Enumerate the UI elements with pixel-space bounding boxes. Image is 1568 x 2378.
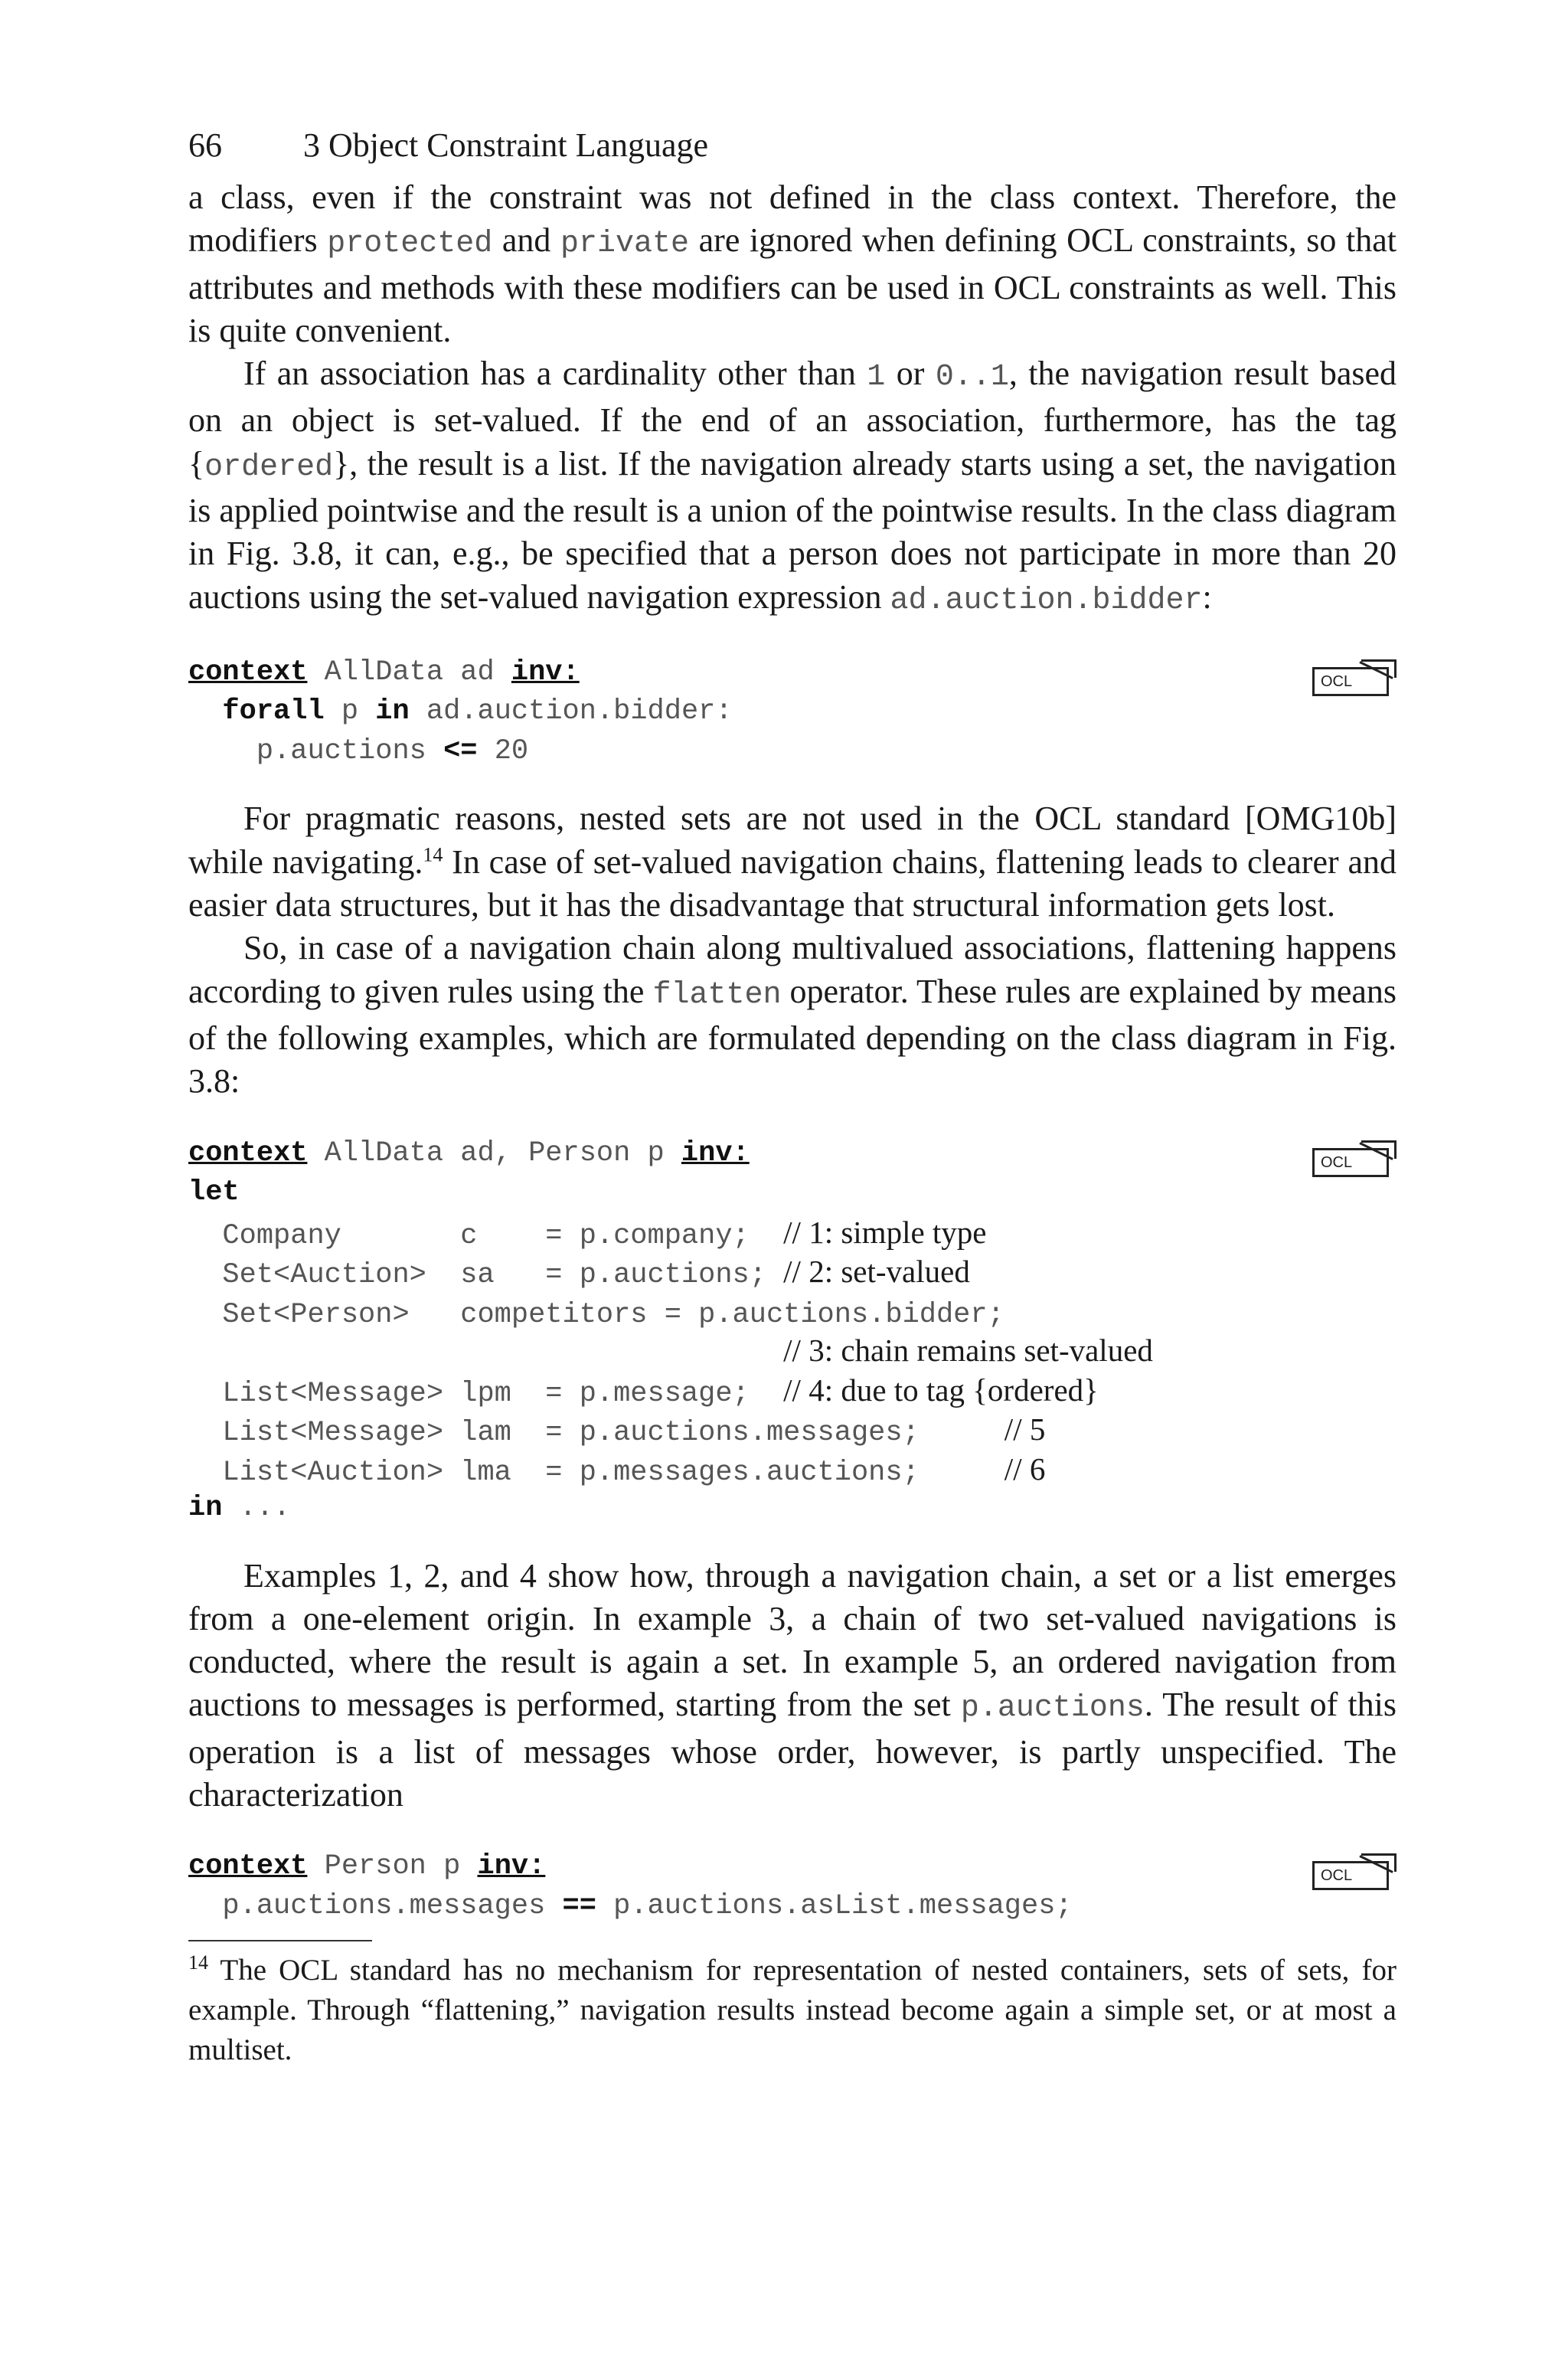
footnote: $^{14}$ The OCL standard has no mechanism for representation of nested containers, sets of sets, for example. Through “flattening,” navigation results instead become again a simple set, or at most a multiset. [188, 1951, 1396, 2067]
footnote-number: 14 [188, 1951, 208, 1974]
ocl-icon: OCL [1312, 1853, 1396, 1892]
body-text-3 [188, 1555, 1396, 1817]
ocl-icon: OCL [1312, 659, 1396, 698]
body-text-2 [188, 797, 1396, 1103]
paragraph-3: For pragmatic reasons, nested sets are not used in the OCL standard [OMG10b] while navigating.$^{14}$ In case of set-valued navigation chains, flattening leads to clearer and easier data structures, but it has the disadvantage that structural information gets lost. [188, 800, 1396, 924]
paragraph-5: Examples 1, 2, and 4 show how, through a navigation chain, a set or a list emerges from a one-element origin. In example 3, a chain of two set-valued navigations is conducted, where the result is again a set. In example 5, an ordered navigation from auctions to messages is performed, starting from the set p.auctions. The result of this operation is a list of messages whose order, however, is partly unspecified. The characterization [188, 1556, 1397, 1814]
paragraph-4: So, in case of a navigation chain along multivalued associations, flattening happens according to given rules using the flatten operator. These rules are explained by means of the following examples, which are formulated depending on the class diagram in Fig. 3.8: [188, 929, 1396, 1101]
code-listing-2: OCL context AllData ad, Person p inv: let Company c = p.company; // 1: simple type Set<Auction> sa = p.auctions; // 2: set-valued Set<Person> competitors = p.auctions.bidder; // 3: chain remains set-valued List<Message> lpm = p.message; // 4: due to tag {ordered} List<Message> lam = p.auctions.messages; // 5 List<Auction> lma = p.messages.auctions; // 6 in ... [188, 1134, 1396, 1529]
body-text [188, 176, 1396, 623]
running-header [188, 115, 1396, 176]
footnote-ref: 14 [423, 843, 443, 866]
chapter-title: 3 Object Constraint Language [303, 126, 709, 164]
page-number: 66 [188, 126, 222, 164]
paragraph-1: a class, even if the constraint was not defined in the class context. Therefore, the modifiers protected and private are ignored when defining OCL constraints, so that attributes and methods with these modifiers can be used in OCL constraints as well. This is quite convenient. [188, 178, 1396, 349]
book-page [188, 115, 1396, 2070]
footnote-rule [188, 1940, 372, 1941]
code-listing-3: OCL context Person p inv: p.auctions.messages == p.auctions.asList.messages; [188, 1847, 1396, 1926]
paragraph-2: If an association has a cardinality other than 1 or 0..1, the navigation result based on an object is set-valued. If the end of an association, furthermore, has the tag {ordered}, the result is a list. If the navigation already starts using a set, the navigation is applied pointwise and the result is a union of the pointwise results. In the class diagram in Fig. 3.8, it can, e.g., be specified that a person does not participate in more than 20 auctions using the set-valued navigation expression ad.auction.bidder: [188, 355, 1397, 618]
code-listing-1: OCL context AllData ad inv: forall p in ad.auction.bidder: p.auctions <= 20 [188, 653, 1396, 772]
ocl-icon: OCL [1312, 1140, 1396, 1179]
